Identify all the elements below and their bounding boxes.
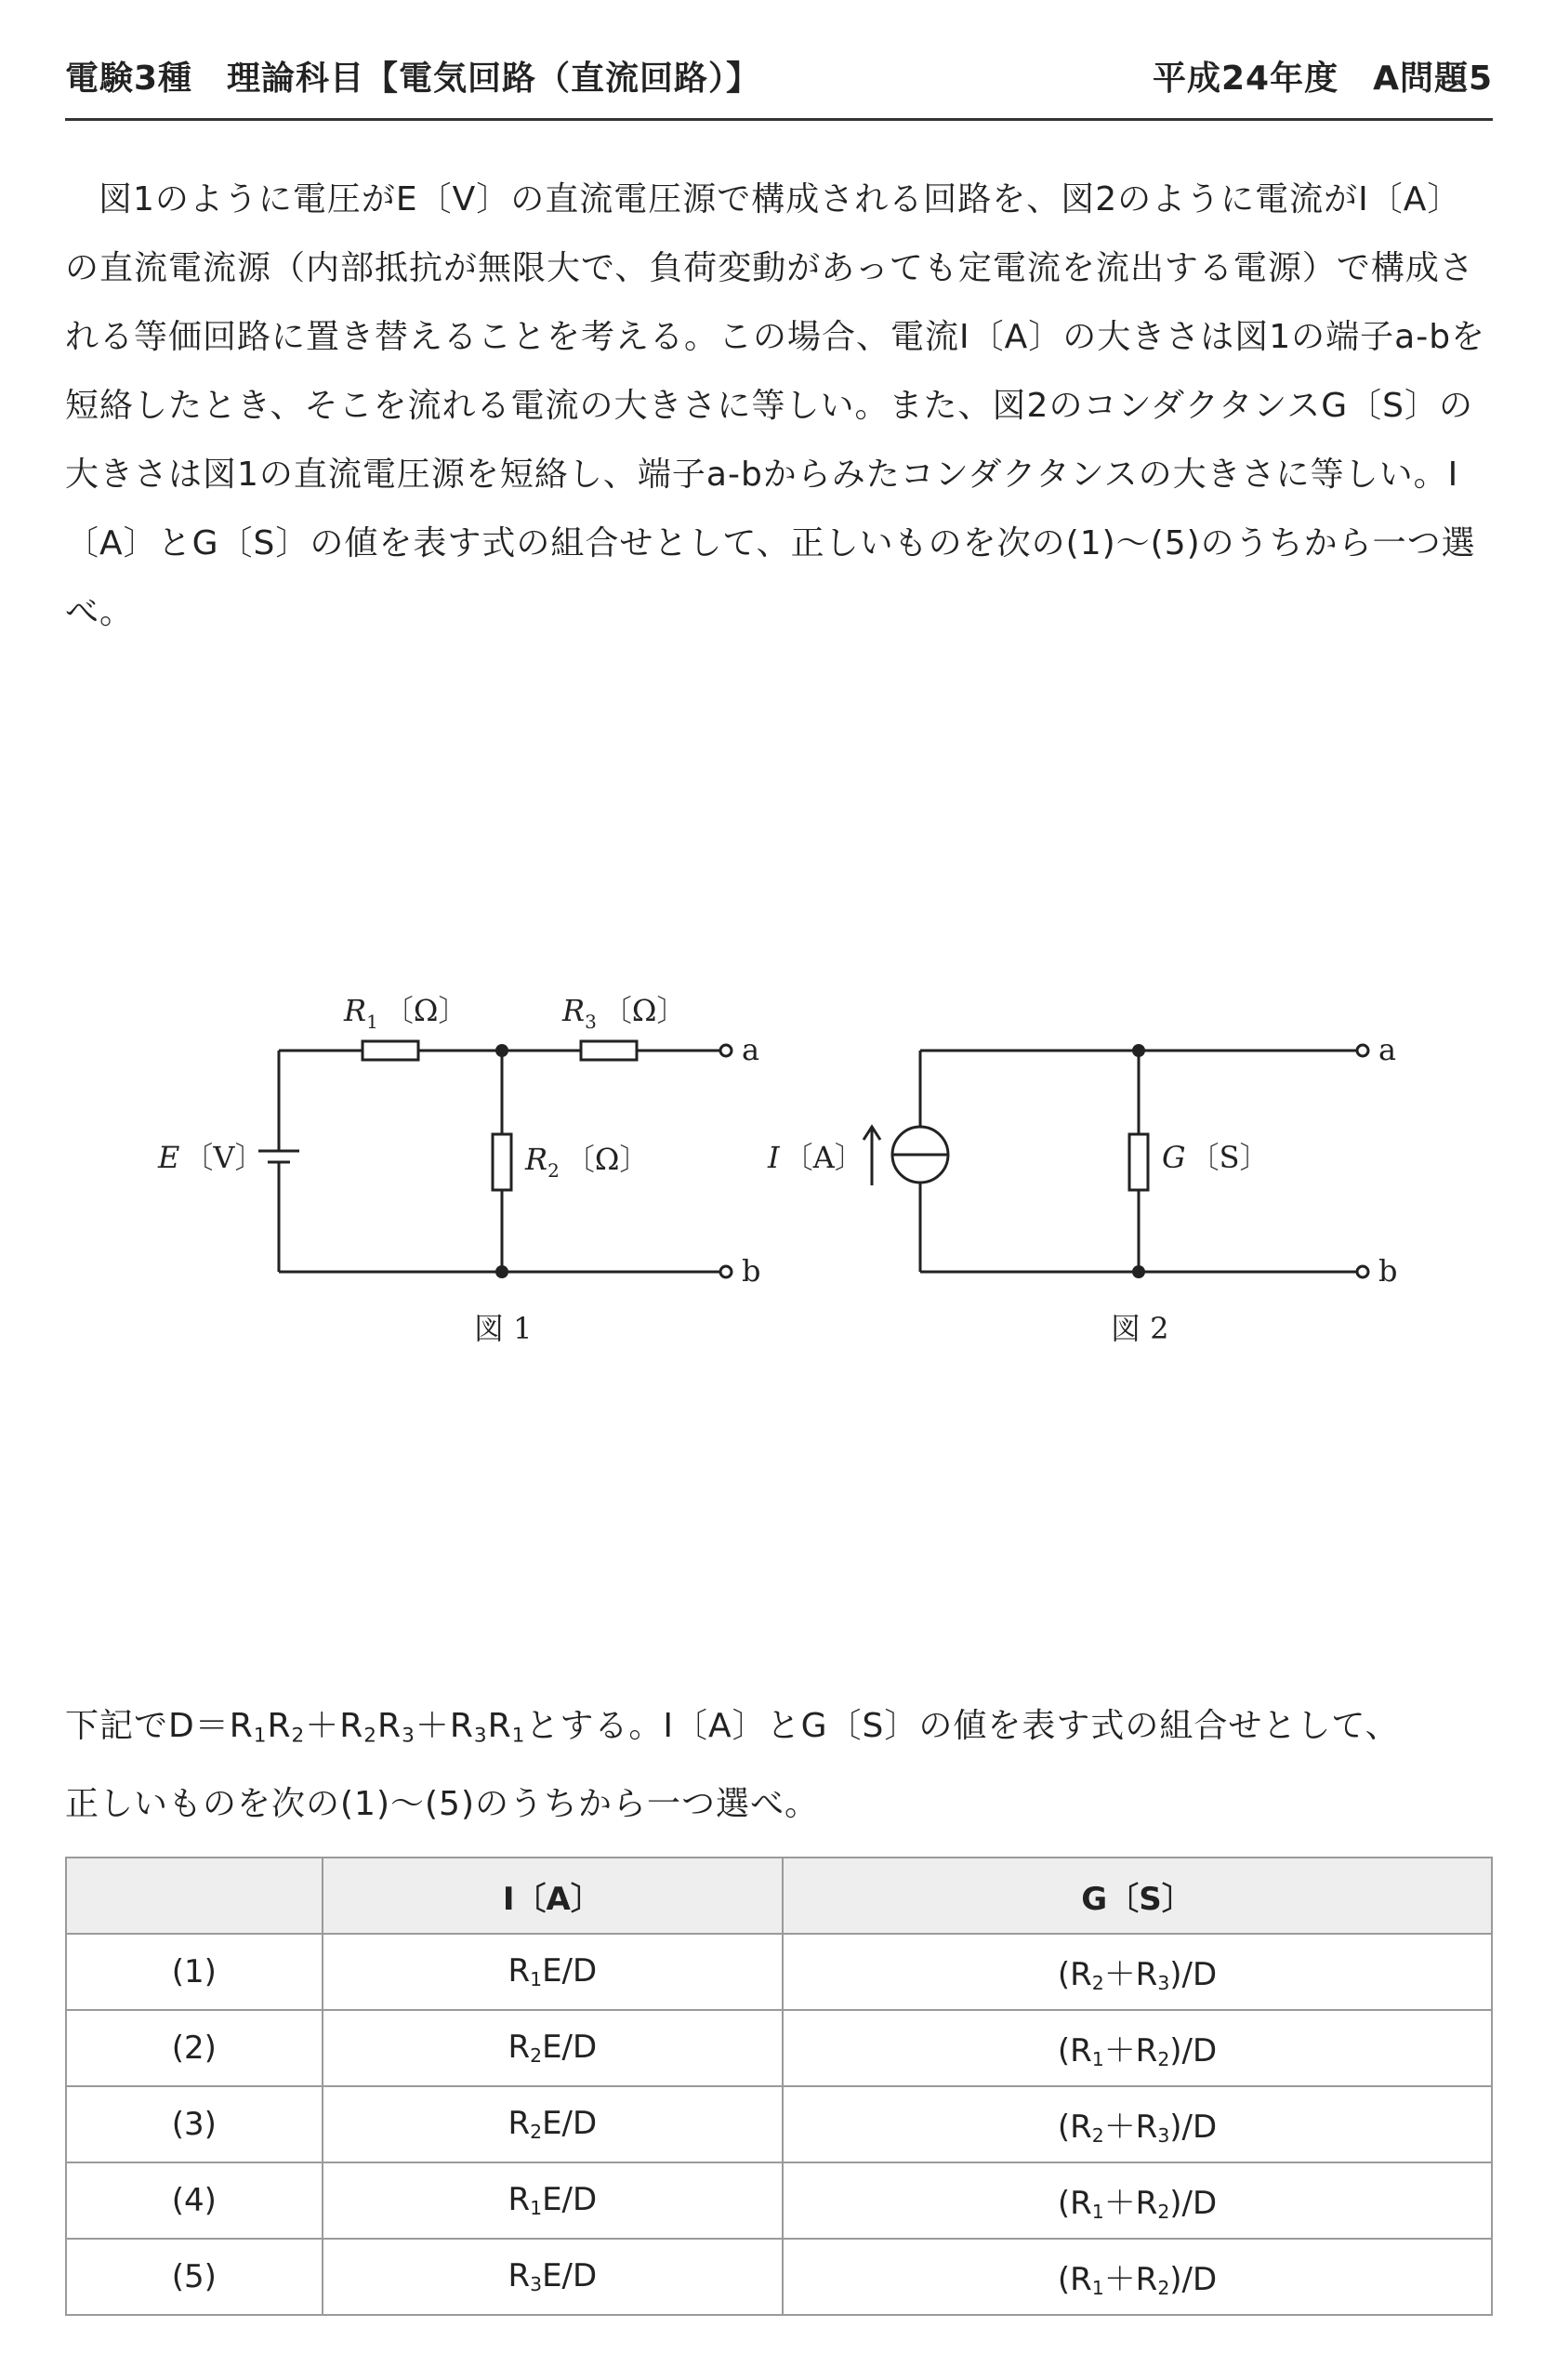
sub-question-line2: 正しいものを次の(1)〜(5)のうちから一つ選べ。 (65, 1785, 819, 1824)
d-term: $R_3R_1$ (449, 1707, 526, 1748)
table-row (66, 2239, 1492, 2315)
sub-question (65, 1692, 1493, 1839)
choice-i: $R_1E/D$ (323, 2162, 783, 2239)
question-paragraph: 図1のように電圧がE〔V〕の直流電圧源で構成される回路を、図2のように電流がI〔A〕の直流電流源（内部抵抗が無限大で、負荷変動があっても定電流を流出する電源）で構成される等価回路に置き替えることを考える。この場合、電流I〔A〕の大きさは図1の端子a-bを短絡したとき、そこを流れる電流の大きさに等しい。また、図2のコンダクタンスG〔S〕の大きさは図1の直流電圧源を短絡し、端子a-bからみたコンダクタンスの大きさに等しい。I〔A〕とG〔S〕の値を表す式の組合せとして、正しいものを次の(1)〜(5)のうちから一つ選べ。 (65, 180, 1486, 631)
choice-number: (3) (66, 2086, 323, 2162)
choice-number: (1) (66, 1934, 323, 2010)
choice-g: $(R_1+R_2)/D$ (783, 2010, 1492, 2086)
figure1-caption: 図 1 (474, 1311, 533, 1346)
junction-dot (1132, 1044, 1145, 1057)
junction-dot (495, 1265, 508, 1278)
choice-g: $(R_1+R_2)/D$ (783, 2162, 1492, 2239)
page-title: 電験3種 理論科目【電気回路（直流回路）】 (65, 60, 761, 98)
choice-g: $(R_2+R_3)/D$ (783, 2086, 1492, 2162)
figure2-caption: 図 2 (1111, 1311, 1169, 1346)
choice-i: $R_2E/D$ (323, 2086, 783, 2162)
circuit-diagram (139, 967, 1515, 1376)
junction-dot (1132, 1265, 1145, 1278)
header-i: I〔A〕 (323, 1858, 783, 1934)
terminal-label-a: a (1378, 1032, 1397, 1067)
label-r1: $R_1$ 〔Ω〕 (344, 993, 468, 1033)
answer-table (65, 1857, 1493, 2316)
resistor-r2 (493, 1134, 511, 1190)
choice-i: $R_1E/D$ (323, 1934, 783, 2010)
terminal-label-b: b (742, 1253, 761, 1289)
d-term: $R_2R_3+$ (339, 1707, 450, 1748)
battery-icon (258, 1151, 299, 1162)
header-blank (66, 1858, 323, 1934)
choice-number: (4) (66, 2162, 323, 2239)
resistor-r1 (363, 1041, 418, 1060)
terminal-label-a: a (742, 1032, 760, 1067)
terminal-a-fig2 (1357, 1045, 1368, 1056)
d-term: $R_1R_2+$ (229, 1707, 340, 1748)
label-i: I 〔A〕 (768, 1140, 864, 1175)
arrow-up-icon (864, 1127, 880, 1185)
label-r3: $R_3$ 〔Ω〕 (562, 993, 687, 1033)
sub-question-line1: 下記で$D=R_1R_2+R_2R_3+R_3R_1$とする。I〔A〕とG〔S〕の値を表す式の組合せとして、 (65, 1707, 1400, 1748)
conductance-g (1129, 1134, 1148, 1190)
terminal-a-fig1 (720, 1045, 732, 1056)
header-g: G〔S〕 (783, 1858, 1492, 1934)
label-e: E 〔V〕 (158, 1140, 265, 1175)
table-row (66, 1934, 1492, 2010)
current-source-icon (892, 1127, 948, 1183)
table-row (66, 2010, 1492, 2086)
choice-number: (2) (66, 2010, 323, 2086)
label-r2: $R_2$ 〔Ω〕 (525, 1142, 650, 1182)
label-g: G 〔S〕 (1162, 1140, 1270, 1175)
choice-i: $R_2E/D$ (323, 2010, 783, 2086)
choice-number: (5) (66, 2239, 323, 2315)
circuit-figures (139, 967, 1515, 1376)
terminal-b-fig1 (720, 1266, 732, 1277)
terminal-b-fig2 (1357, 1266, 1368, 1277)
junction-dot (495, 1044, 508, 1057)
choice-i: $R_3E/D$ (323, 2239, 783, 2315)
table-row (66, 2086, 1492, 2162)
page-header (65, 46, 1493, 121)
choice-g: $(R_1+R_2)/D$ (783, 2239, 1492, 2315)
choice-g: $(R_2+R_3)/D$ (783, 1934, 1492, 2010)
resistor-r3 (581, 1041, 637, 1060)
table-row (66, 2162, 1492, 2239)
problem-id: 平成24年度 A問題5 (1152, 60, 1493, 98)
table-header-row (66, 1858, 1492, 1934)
terminal-label-b: b (1378, 1253, 1398, 1289)
question-text (65, 165, 1493, 647)
